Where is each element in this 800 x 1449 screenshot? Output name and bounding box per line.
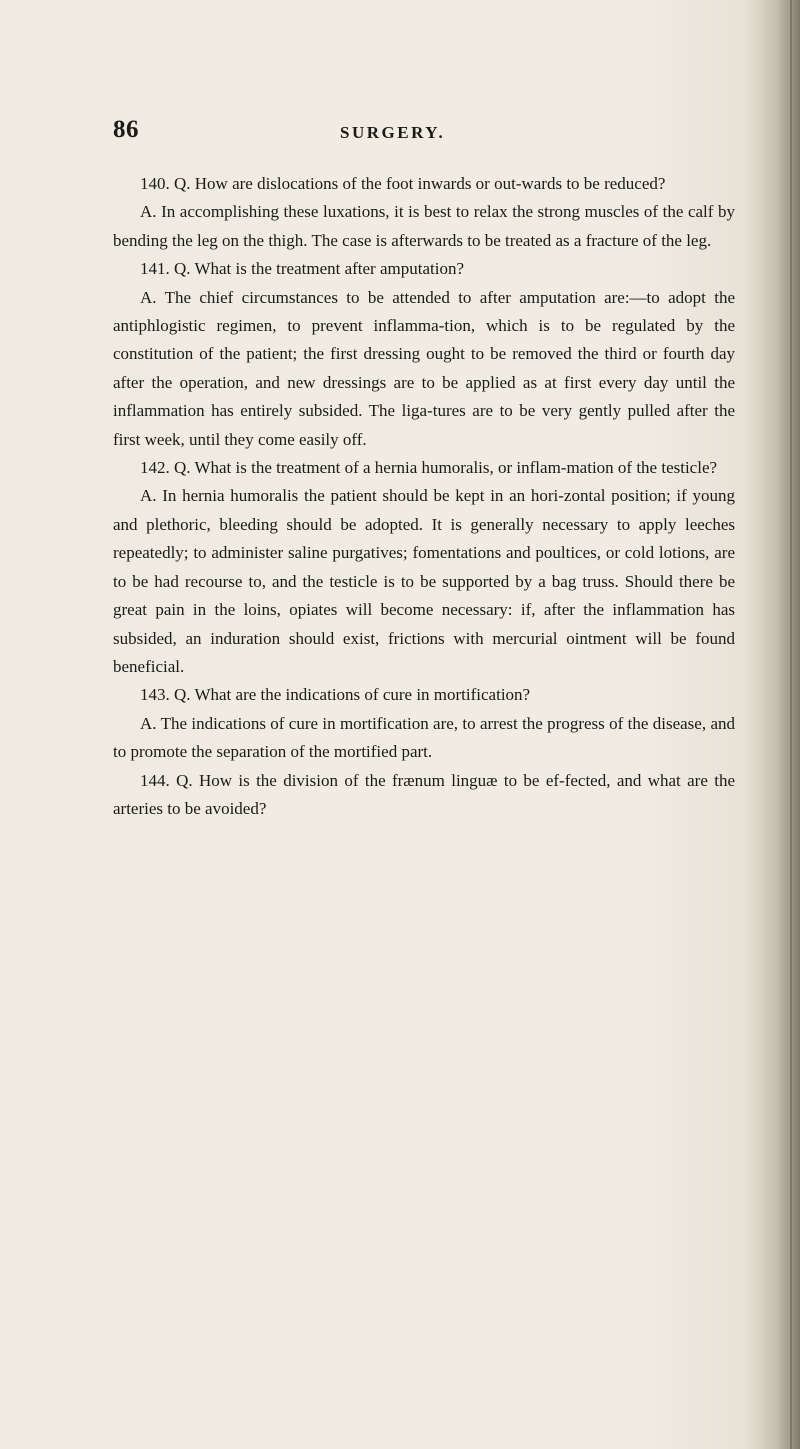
body-text [113,170,735,823]
page-header [113,116,733,156]
page-edge [790,0,792,1449]
answer-143: A. The indications of cure in mortification are, to arrest the progress of the disease, and to promote the separation of the mortified part. [113,713,735,762]
page-gutter-shadow [758,0,800,1449]
answer-142: A. In hernia humoralis the patient should be kept in an hori-zontal position; if young and plethoric, bleeding should be adopted. It is generally necessary to apply leeches repeatedly; to administer saline purgatives; fomentations and poultices, or cold lotions, are to be had recourse to, and the testicle is to be supported by a bag truss. Should there be great pain in the loins, opiates will become necessary: if, after the inflammation has subsided, an induration should exist, frictions with mercurial ointment will be found beneficial. [113,486,735,676]
page-number: 86 [113,116,139,143]
question-144: 144. Q. How is the division of the frænum linguæ to be ef-fected, and what are the arteries to be avoided? [113,770,735,818]
running-head: SURGERY. [340,123,446,142]
question-141: 141. Q. What is the treatment after amputation? [140,259,464,279]
question-142: 142. Q. What is the treatment of a hernia humoralis, or inflam-mation of the testicle? [140,458,718,478]
question-143: 143. Q. What are the indications of cure in mortification? [140,685,531,705]
question-140: 140. Q. How are dislocations of the foot inwards or out-wards to be reduced? [140,174,666,193]
answer-141: A. The chief circumstances to be attended to after amputation are:—to adopt the antiphlogistic regimen, to prevent inflamma-tion, which is to be regulated by the constitution of the patient; the first dressing ought to be removed the third or fourth day after the operation, and new dressings are to be applied as at first every day until the inflammation has entirely subsided. The liga-tures are to be very gently pulled after the first week, until they come easily off. [113,287,735,449]
answer-140: A. In accomplishing these luxations, it is best to relax the strong muscles of the calf by bending the leg on the thigh. The case is afterwards to be treated as a fracture of the leg. [113,202,735,250]
